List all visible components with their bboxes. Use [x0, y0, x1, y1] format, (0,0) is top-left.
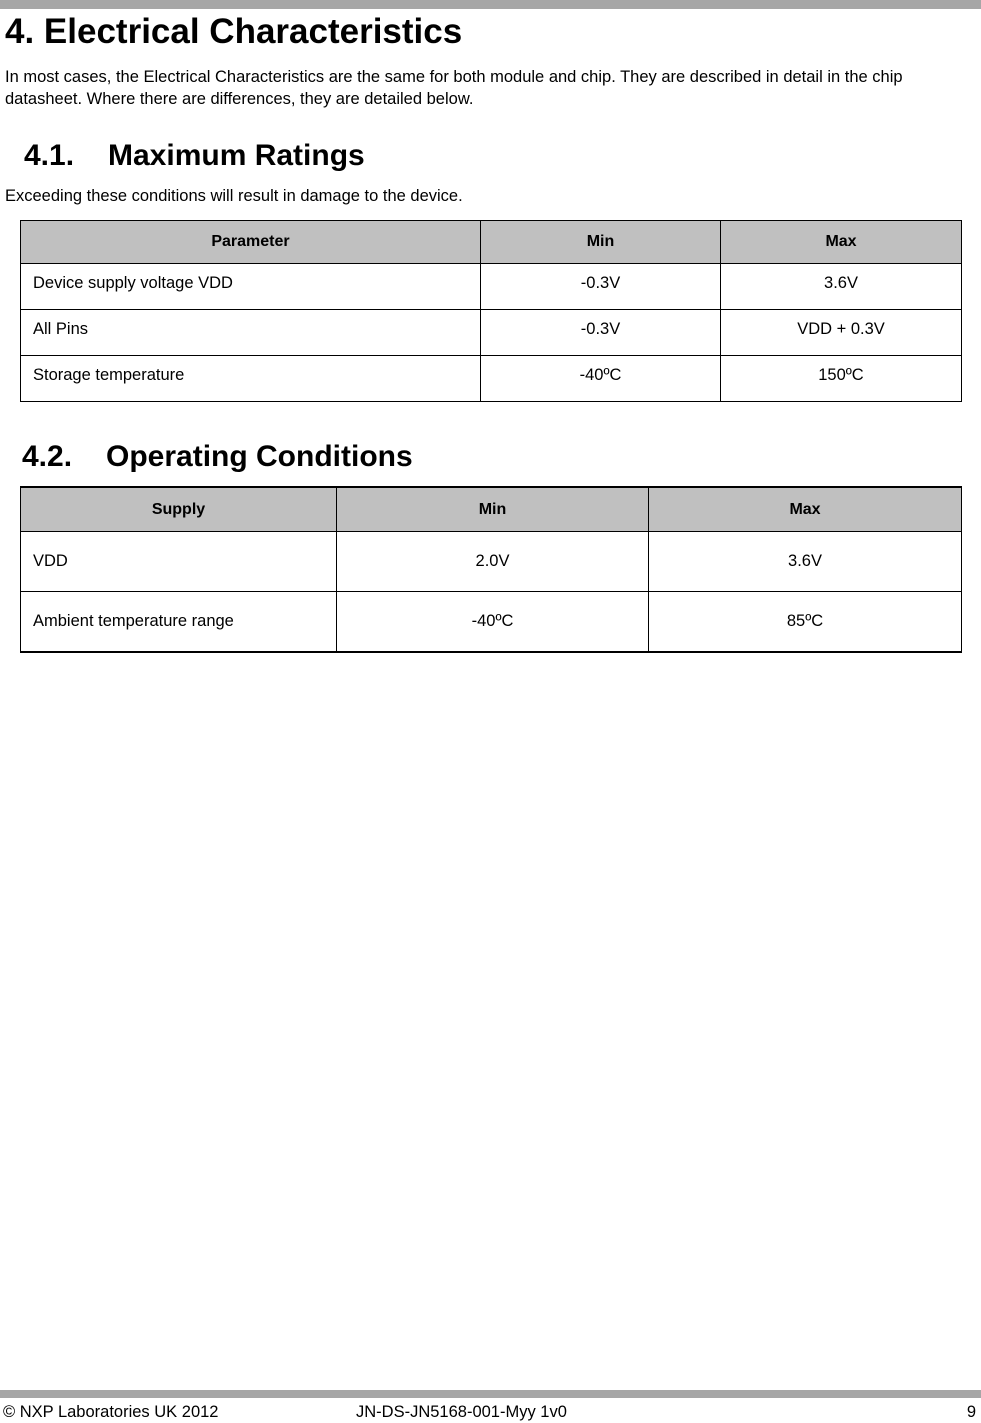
- chapter-title: 4. Electrical Characteristics: [5, 12, 463, 51]
- table-row: [21, 356, 962, 402]
- column-header: Min: [481, 221, 721, 264]
- column-header: Parameter: [21, 221, 481, 264]
- column-header: Max: [649, 487, 962, 532]
- table-cell: 3.6V: [721, 264, 962, 310]
- table-cell: VDD + 0.3V: [721, 310, 962, 356]
- section-heading-operating-conditions: [22, 439, 522, 475]
- table-cell: Storage temperature: [21, 356, 481, 402]
- table-cell: 3.6V: [649, 532, 962, 592]
- table-cell: -40ºC: [337, 592, 649, 653]
- operating-conditions-table: [20, 486, 962, 653]
- intro-paragraph: In most cases, the Electrical Characteristics are the same for both module and chip. They are described in detail in the chip datasheet. Where there are differences, they are detailed below.: [5, 68, 903, 108]
- table-cell: 150ºC: [721, 356, 962, 402]
- table-cell: VDD: [21, 532, 337, 592]
- column-header: Supply: [21, 487, 337, 532]
- section-number: 4.2.: [22, 440, 73, 473]
- table-header-row: [21, 487, 962, 532]
- table-row: [21, 264, 962, 310]
- section-title: Maximum Ratings: [108, 139, 365, 172]
- footer-rule: [0, 1390, 981, 1398]
- table-cell: Ambient temperature range: [21, 592, 337, 653]
- table-row: [21, 310, 962, 356]
- table-cell: -0.3V: [481, 264, 721, 310]
- table-header-row: [21, 221, 962, 264]
- header-rule: [0, 0, 981, 9]
- section-title: Operating Conditions: [106, 440, 413, 473]
- section-heading-max-ratings: [24, 138, 524, 174]
- table-row: [21, 592, 962, 653]
- table-cell: 85ºC: [649, 592, 962, 653]
- footer-copyright: © NXP Laboratories UK 2012: [3, 1403, 219, 1421]
- table-row: [21, 532, 962, 592]
- column-header: Min: [337, 487, 649, 532]
- section-number: 4.1.: [24, 139, 75, 172]
- table-cell: All Pins: [21, 310, 481, 356]
- column-header: Max: [721, 221, 962, 264]
- footer-document-id: JN-DS-JN5168-001-Myy 1v0: [356, 1403, 567, 1421]
- max-ratings-table: [20, 220, 962, 402]
- table-cell: 2.0V: [337, 532, 649, 592]
- table-cell: Device supply voltage VDD: [21, 264, 481, 310]
- warning-note: Exceeding these conditions will result in damage to the device.: [5, 187, 463, 205]
- table-cell: -0.3V: [481, 310, 721, 356]
- table-cell: -40ºC: [481, 356, 721, 402]
- footer-page-number: 9: [966, 1403, 976, 1421]
